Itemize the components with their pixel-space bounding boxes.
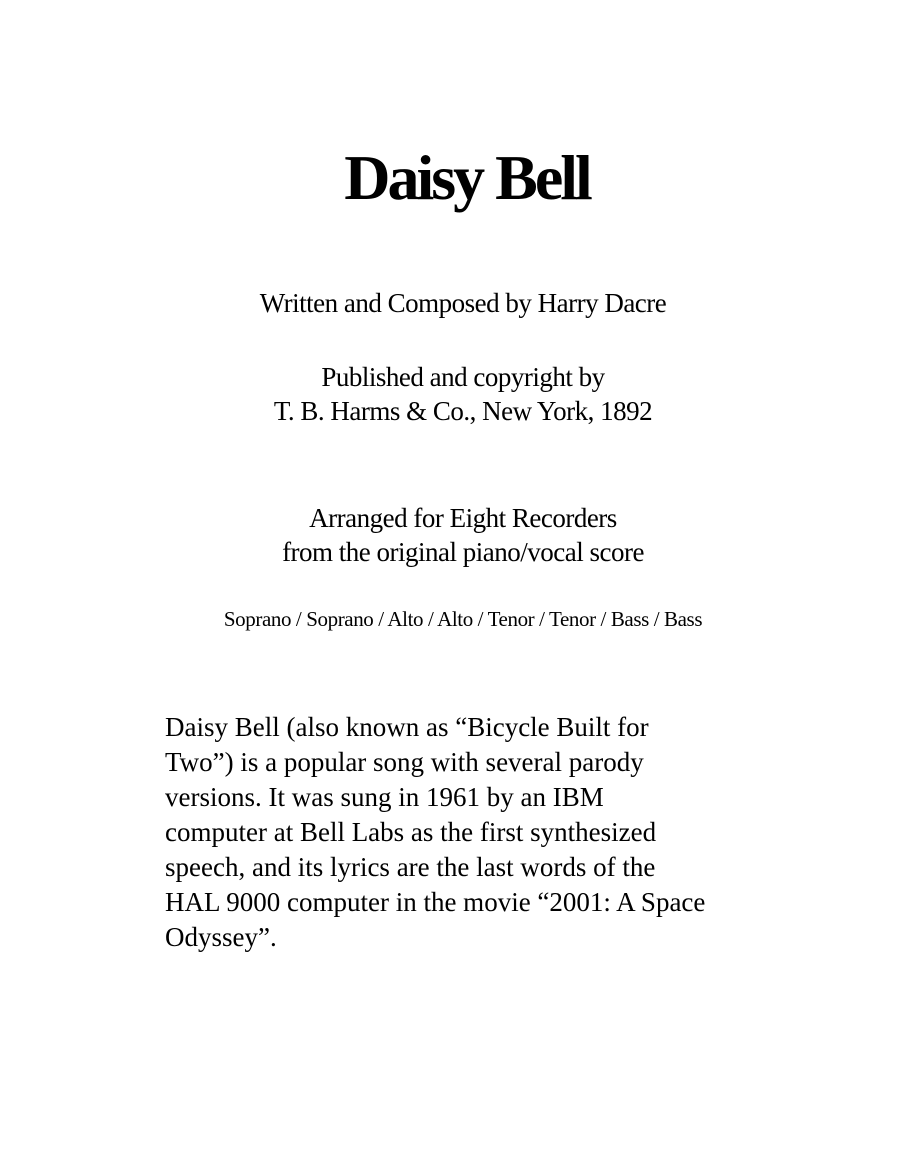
published-line-2: T. B. Harms & Co., New York, 1892 <box>273 396 653 426</box>
published-line-1: Published and copyright by <box>321 362 605 392</box>
arrangement-line-2: from the original piano/vocal score <box>282 537 644 567</box>
description-line: HAL 9000 computer in the movie “2001: A Space <box>165 887 706 917</box>
description-line: speech, and its lyrics are the last words of the <box>165 852 656 882</box>
description-line: versions. It was sung in 1961 by an IBM <box>165 782 604 812</box>
description-line: Odyssey”. <box>165 922 277 952</box>
description-line: computer at Bell Labs as the first synthesized <box>165 817 657 847</box>
arrangement-line-1: Arranged for Eight Recorders <box>309 503 617 533</box>
description-line: Daisy Bell (also known as “Bicycle Built for <box>165 712 649 742</box>
description-paragraph <box>165 710 785 955</box>
description-line: Two”) is a popular song with several parody <box>165 747 644 777</box>
page-title: Daisy Bell <box>344 142 590 213</box>
written-by-line: Written and Composed by Harry Dacre <box>259 288 667 318</box>
voice-parts-list: Soprano / Soprano / Alto / Alto / Tenor / Tenor / Bass / Bass <box>223 607 703 631</box>
